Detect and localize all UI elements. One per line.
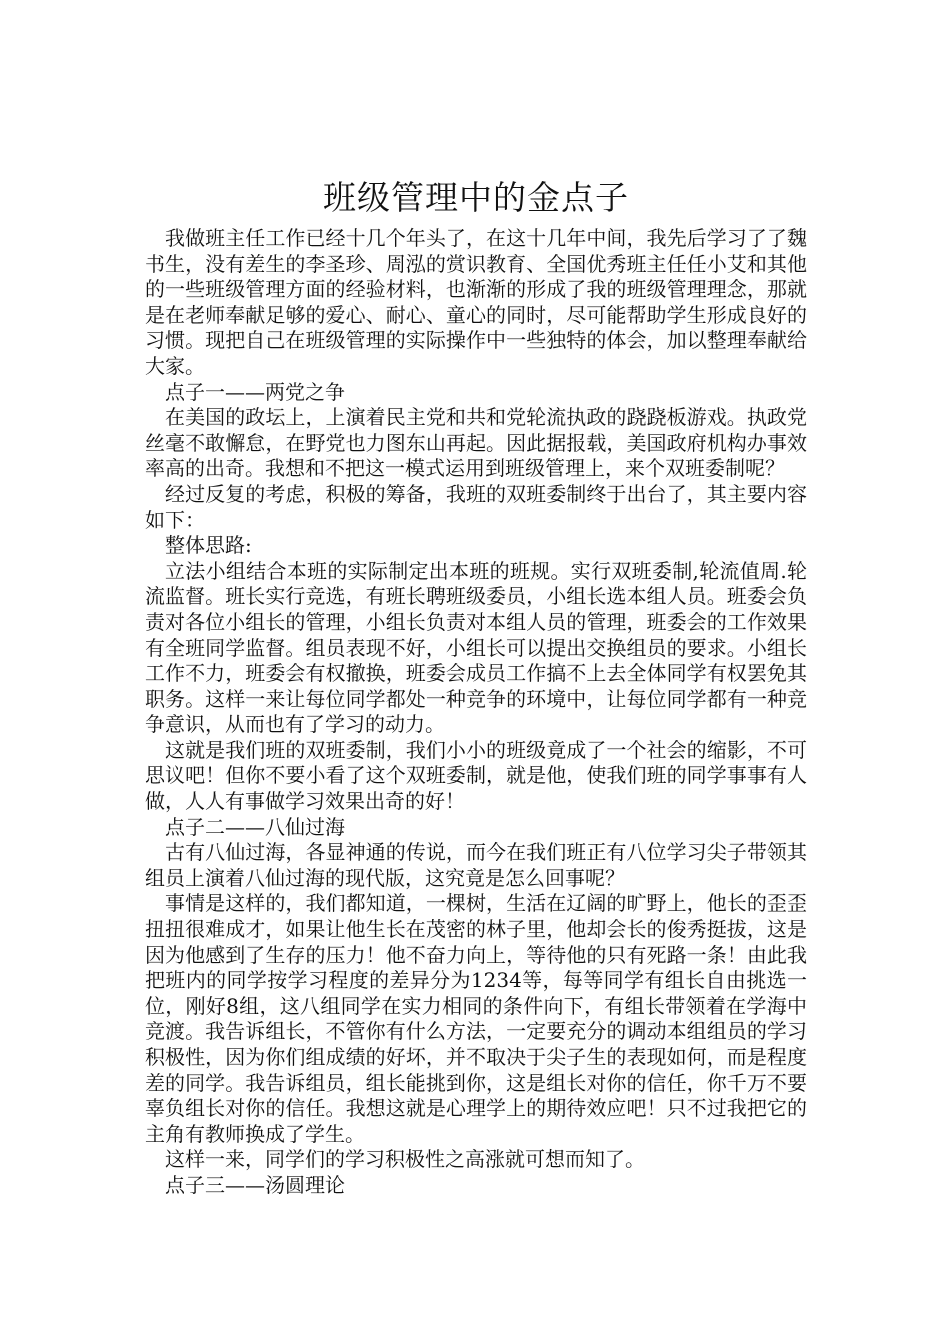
subheading-overall-approach: 整体思路:: [165, 533, 252, 558]
section-heading-1: 点子一——两党之争: [165, 379, 345, 404]
section-heading-3: 点子三——汤圆理论: [165, 1172, 345, 1197]
paragraph: 古有八仙过海，各显神通的传说，而今在我们班正有八位学习尖子带领其组员上演着八仙过海的现代版，这究竟是怎么回事呢？: [145, 840, 807, 890]
paragraph: 这就是我们班的双班委制，我们小小的班级竟成了一个社会的缩影，不可思议吧！但你不要小看了这个双班委制，就是他，使我们班的同学事事有人做，人人有事做学习效果出奇的好！: [145, 737, 807, 814]
paragraph: 这样一来，同学们的学习积极性之高涨就可想而知了。: [165, 1147, 645, 1172]
paragraph: 立法小组结合本班的实际制定出本班的班规。实行双班委制,轮流值周.轮流监督。班长实行竞选，有班长聘班级委员，小组长选本组人员。班委会负责对各位小组长的管理，小组长负责对本组人员的管理，班委会的工作效果有全班同学监督。组员表现不好，小组长可以提出交换组员的要求。小组长工作不力，班委会有权撤换，班委会成员工作搞不上去全体同学有权罢免其职务。这样一来让每位同学都处一种竞争的环境中，让每位同学都有一种竞争意识，从而也有了学习的动力。: [145, 558, 807, 737]
paragraph: 在美国的政坛上，上演着民主党和共和党轮流执政的跷跷板游戏。执政党丝毫不敢懈怠，在野党也力图东山再起。因此据报载，美国政府机构办事效率高的出奇。我想和不把这一模式运用到班级管理上，来个双班委制呢？: [145, 405, 807, 481]
paragraph: 经过反复的考虑，积极的筹备，我班的双班委制终于出台了，其主要内容如下：: [145, 481, 807, 532]
paragraph: 事情是这样的，我们都知道，一棵树，生活在辽阔的旷野上，他长的歪歪扭扭很难成才，如果让他生长在茂密的林子里，他却会长的俊秀挺拔，这是因为他感到了生存的压力！他不奋力向上，等待他的只有死路一条！由此我把班内的同学按学习程度的差异分为1234等，每等同学有组长自由挑选一位，刚好8组，这八组同学在实力相同的条件向下，有组长带领着在学海中竞渡。我告诉组长，不管你有什么方法，一定要充分的调动本组组员的学习积极性，因为你们组成绩的好坏，并不取决于尖子生的表现如何，而是程度差的同学。我告诉组员，组长能挑到你，这是组长对你的信任，你千万不要辜负组长对你的信任。我想这就是心理学上的期待效应吧！只不过我把它的主角有教师换成了学生。: [145, 891, 807, 1146]
section-heading-2: 点子二——八仙过海: [165, 814, 345, 839]
page-title: 班级管理中的金点子: [323, 178, 629, 217]
document-page: [145, 178, 807, 1199]
intro-paragraph: 我做班主任工作已经十几个年头了，在这十几年中间，我先后学习了了魏书生，没有差生的李圣珍、周泓的赏识教育、全国优秀班主任任小艾和其他的一些班级管理方面的经验材料，也渐渐的形成了我的班级管理理念，那就是在老师奉献足够的爱心、耐心、童心的同时，尽可能帮助学生形成良好的习惯。现把自己在班级管理的实际操作中一些独特的体会，加以整理奉献给大家。: [145, 226, 807, 378]
